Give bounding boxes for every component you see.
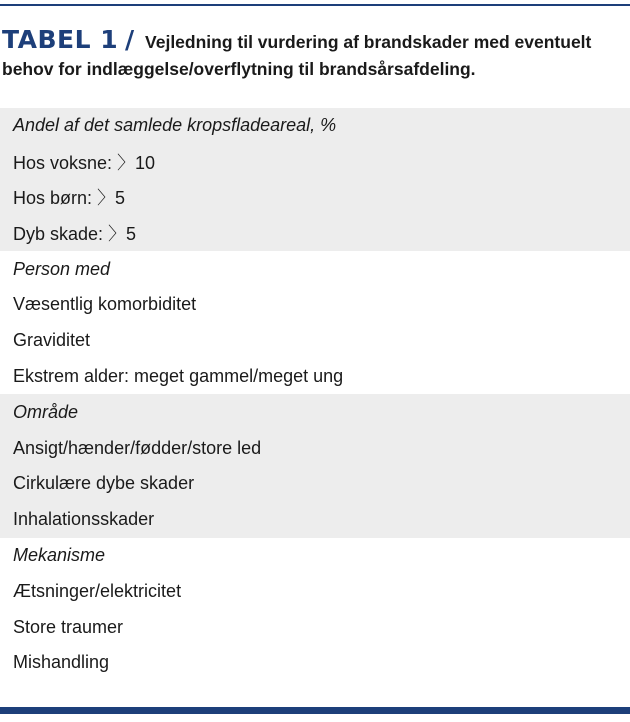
section-header-body-surface bbox=[0, 108, 630, 144]
table-row bbox=[0, 573, 630, 609]
table-row bbox=[0, 180, 630, 216]
row-text: Dyb skade: 〉5 bbox=[13, 224, 137, 245]
table-row bbox=[0, 323, 630, 359]
row-text: Graviditet bbox=[13, 330, 91, 351]
table-row bbox=[0, 215, 630, 251]
table-row bbox=[0, 430, 630, 466]
table-row bbox=[0, 609, 630, 645]
row-text: Område bbox=[13, 401, 79, 422]
row-text: Ekstrem alder: meget gammel/meget ung bbox=[13, 365, 344, 386]
caption-text: Vejledning til vurdering af brandskader med eventuelt behov for indlæggelse/overflytning til brandsårsafdeling. bbox=[2, 32, 592, 79]
row-text: Ansigt/hænder/fødder/store led bbox=[13, 437, 262, 458]
table-row bbox=[0, 359, 630, 395]
row-text: Væsentlig komorbiditet bbox=[13, 294, 197, 315]
row-text: Person med bbox=[13, 258, 111, 279]
row-text: Store traumer bbox=[13, 616, 124, 637]
criteria-table bbox=[0, 108, 630, 681]
bottom-rule bbox=[0, 707, 630, 714]
row-text: Hos voksne: 〉10 bbox=[13, 152, 156, 173]
table-row bbox=[0, 645, 630, 681]
top-rule bbox=[0, 4, 630, 6]
row-text: Hos børn: 〉5 bbox=[13, 188, 126, 209]
table-row bbox=[0, 144, 630, 180]
row-text: Mishandling bbox=[13, 652, 110, 673]
table-row bbox=[0, 466, 630, 502]
row-text: Mekanisme bbox=[13, 544, 106, 565]
section-header-person bbox=[0, 251, 630, 287]
table-label: TABEL 1 bbox=[2, 25, 119, 54]
row-text: Inhalationsskader bbox=[13, 509, 155, 530]
row-text: Ætsninger/elektricitet bbox=[13, 580, 182, 601]
table-row bbox=[0, 287, 630, 323]
section-header-mechanism bbox=[0, 538, 630, 574]
section-header-area bbox=[0, 394, 630, 430]
row-text: Andel af det samlede kropsfladeareal, % bbox=[13, 115, 337, 136]
table-row bbox=[0, 502, 630, 538]
table-caption bbox=[2, 26, 626, 83]
row-text: Cirkulære dybe skader bbox=[13, 473, 195, 494]
caption-separator: / bbox=[125, 25, 135, 54]
